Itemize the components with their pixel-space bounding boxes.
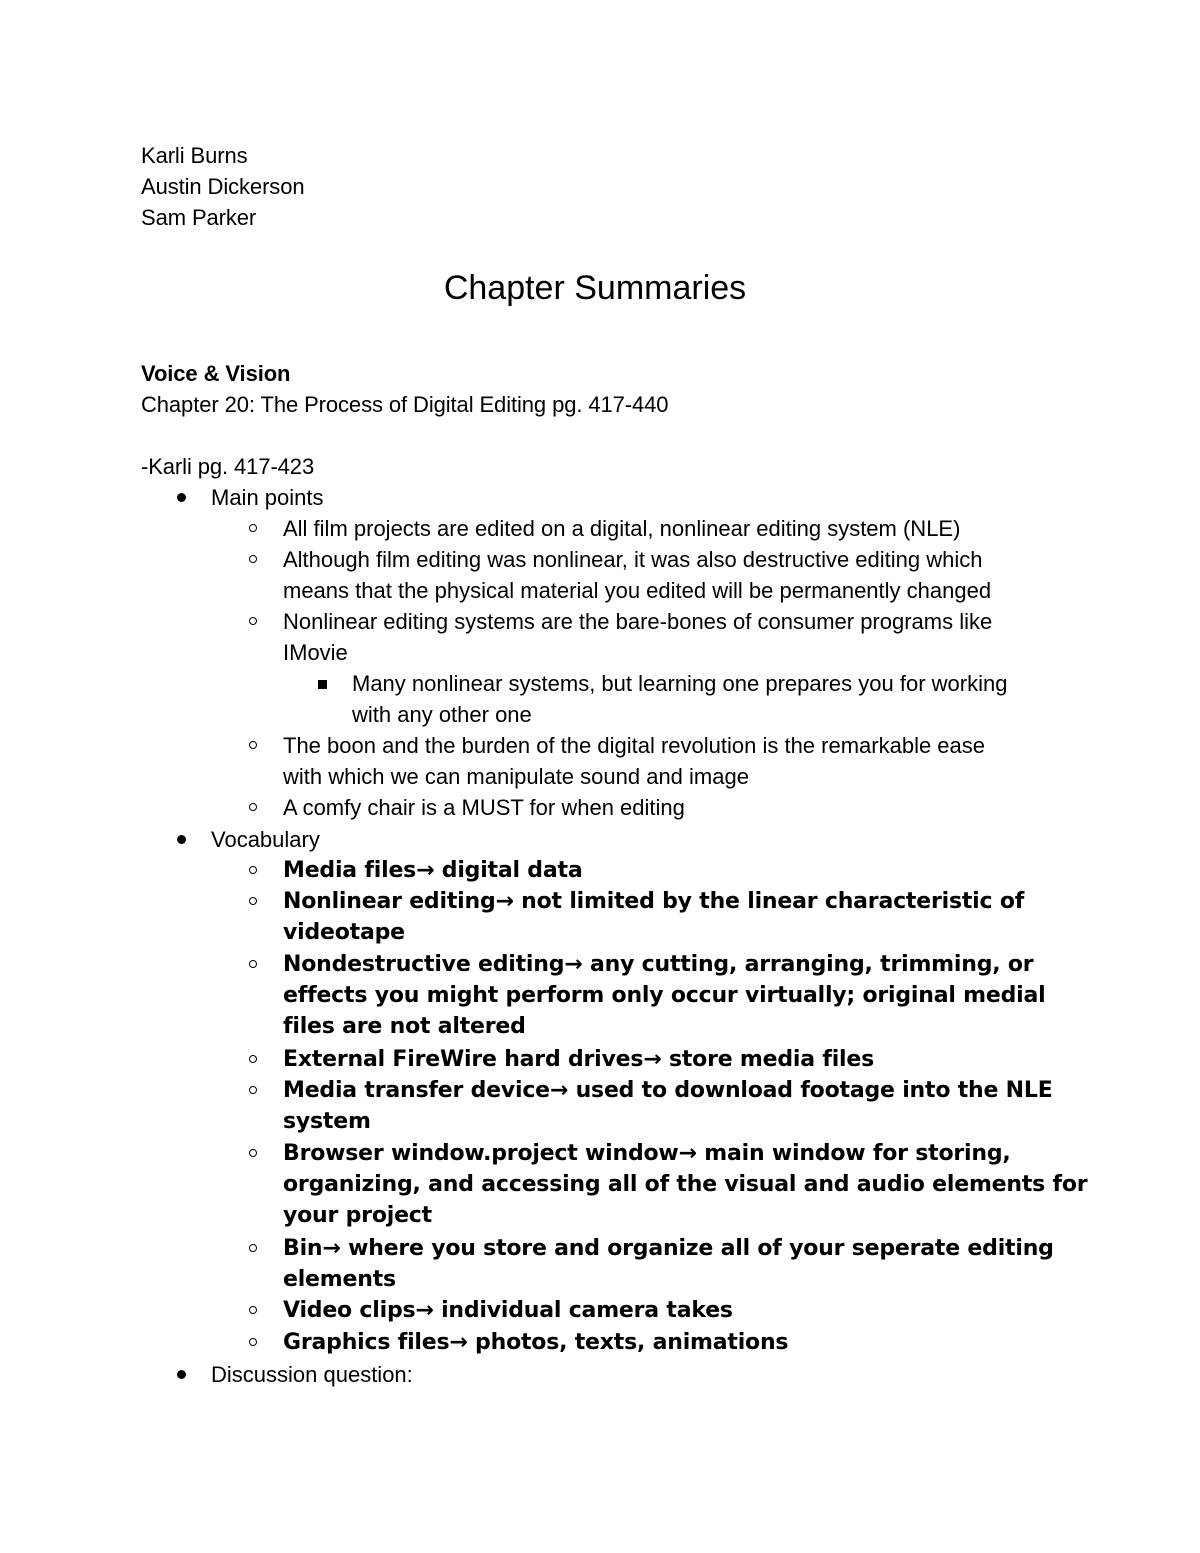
list-item: Many nonlinear systems, but learning one prepares you for working bbox=[352, 671, 1008, 696]
bullet-disc-icon bbox=[177, 1370, 186, 1379]
bullet-circle-icon bbox=[249, 741, 257, 749]
vocabulary-heading: Vocabulary bbox=[211, 827, 320, 852]
bullet-circle-icon bbox=[249, 1149, 257, 1157]
book-title: Voice & Vision bbox=[141, 361, 291, 386]
bullet-circle-icon bbox=[249, 1244, 257, 1252]
vocab-term: Media transfer device→ used to download footage into the NLE bbox=[283, 1078, 1053, 1103]
list-item: A comfy chair is a MUST for when editing bbox=[283, 795, 685, 820]
list-item: Although film editing was nonlinear, it was also destructive editing which bbox=[283, 547, 983, 572]
vocab-term: Media files→ digital data bbox=[283, 858, 583, 883]
vocab-continuation: videotape bbox=[283, 920, 405, 945]
vocab-term: Nonlinear editing→ not limited by the linear characteristic of bbox=[283, 889, 1025, 914]
author-name: Sam Parker bbox=[141, 205, 257, 230]
list-item-continuation: IMovie bbox=[283, 640, 348, 665]
bullet-square-icon bbox=[318, 680, 327, 689]
main-points-heading: Main points bbox=[211, 485, 324, 510]
bullet-disc-icon bbox=[177, 835, 186, 844]
bullet-circle-icon bbox=[249, 803, 257, 811]
bullet-circle-icon bbox=[249, 1055, 257, 1063]
bullet-circle-icon bbox=[249, 555, 257, 563]
vocab-continuation: effects you might perform only occur virtually; original medial bbox=[283, 983, 1046, 1008]
author-name: Karli Burns bbox=[141, 143, 248, 168]
author-name: Austin Dickerson bbox=[141, 174, 305, 199]
bullet-circle-icon bbox=[249, 866, 257, 874]
vocab-continuation: your project bbox=[283, 1203, 432, 1228]
bullet-circle-icon bbox=[249, 960, 257, 968]
vocab-term: Graphics files→ photos, texts, animations bbox=[283, 1330, 789, 1355]
vocab-term: Nondestructive editing→ any cutting, arranging, trimming, or bbox=[283, 952, 1034, 977]
list-item-continuation: means that the physical material you edited will be permanently changed bbox=[283, 578, 992, 603]
vocab-continuation: files are not altered bbox=[283, 1014, 526, 1039]
chapter-title: Chapter 20: The Process of Digital Editing pg. 417-440 bbox=[141, 392, 669, 417]
list-item: All film projects are edited on a digital, nonlinear editing system (NLE) bbox=[283, 516, 961, 541]
vocab-term: Video clips→ individual camera takes bbox=[283, 1298, 733, 1323]
bullet-circle-icon bbox=[249, 897, 257, 905]
section-author: -Karli pg. 417-423 bbox=[141, 454, 315, 479]
list-item-continuation: with any other one bbox=[352, 702, 532, 727]
list-item: The boon and the burden of the digital revolution is the remarkable ease bbox=[283, 733, 986, 758]
vocab-continuation: organizing, and accessing all of the visual and audio elements for bbox=[283, 1172, 1088, 1197]
bullet-circle-icon bbox=[249, 524, 257, 532]
bullet-circle-icon bbox=[249, 1338, 257, 1346]
document-title: Chapter Summaries bbox=[443, 269, 747, 307]
vocab-continuation: system bbox=[283, 1109, 371, 1134]
vocab-continuation: elements bbox=[283, 1267, 396, 1292]
vocab-term: Bin→ where you store and organize all of your seperate editing bbox=[283, 1236, 1054, 1261]
list-item: Nonlinear editing systems are the bare-bones of consumer programs like bbox=[283, 609, 993, 634]
bullet-disc-icon bbox=[177, 493, 186, 502]
bullet-circle-icon bbox=[249, 1086, 257, 1094]
discussion-heading: Discussion question: bbox=[211, 1362, 413, 1387]
list-item-continuation: with which we can manipulate sound and image bbox=[283, 764, 749, 789]
bullet-circle-icon bbox=[249, 617, 257, 625]
bullet-circle-icon bbox=[249, 1306, 257, 1314]
vocab-term: External FireWire hard drives→ store media files bbox=[283, 1047, 875, 1072]
vocab-term: Browser window.project window→ main window for storing, bbox=[283, 1141, 1011, 1166]
